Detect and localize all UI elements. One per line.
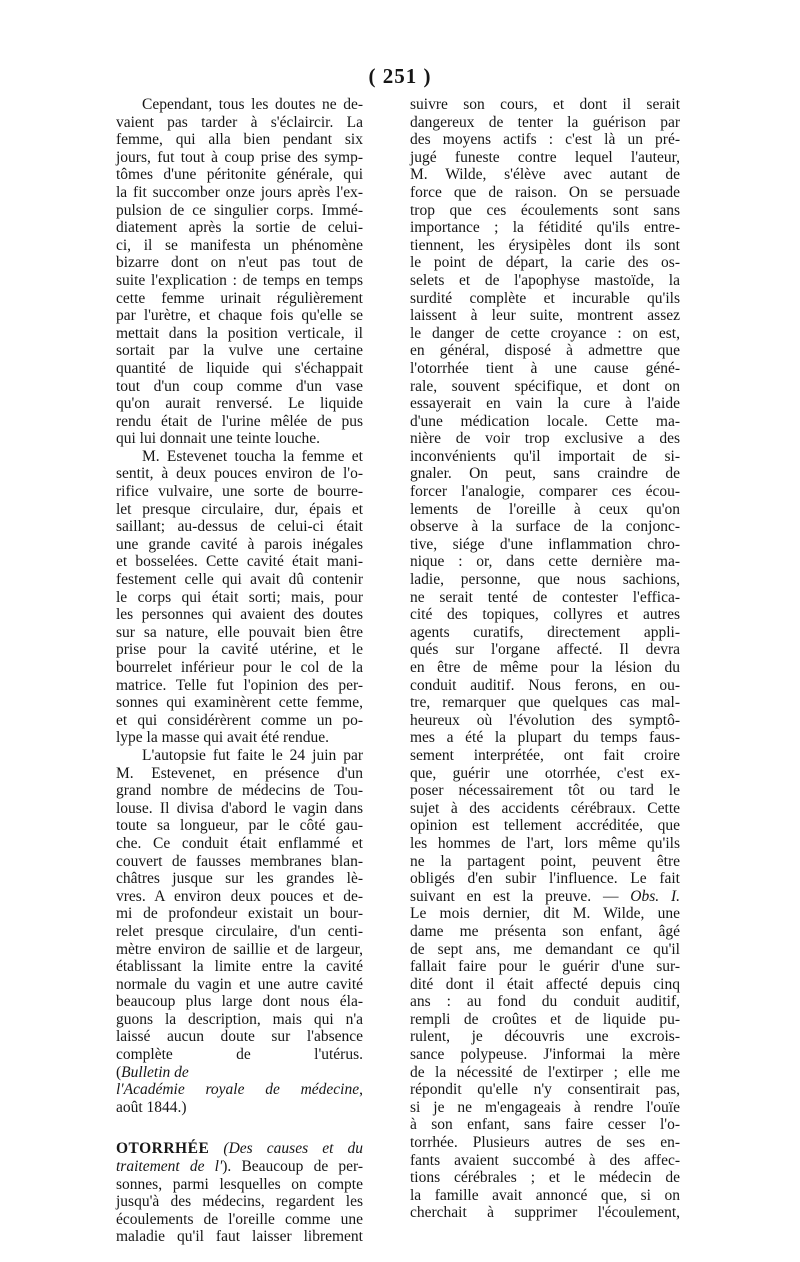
text-line: sur sa nature, elle pouvait bien être (116, 623, 363, 641)
text-line: cherchait à supprimer l'écoulement, (410, 1204, 680, 1222)
text-line: cité des topiques, collyres et autres (410, 606, 680, 624)
right-column (410, 96, 680, 1222)
citation-open: ( (116, 1063, 122, 1081)
text-line: dame me présenta son enfant, âgé (410, 922, 680, 940)
citation-line (116, 1064, 363, 1082)
text-line: le point de départ, la carie des os- (410, 254, 680, 272)
citation-comma: , (359, 1081, 363, 1099)
text-line: diatement après la sortie de celui- (116, 219, 363, 237)
text-line: selets et de l'apophyse mastoïde, la (410, 271, 680, 289)
citation-line (116, 1081, 363, 1099)
text-line: couvert de fausses membranes blan- (116, 852, 363, 870)
text-line: torrhée. Plusieurs autres de ses en- (410, 1134, 680, 1152)
text-line: rendu était de l'urine mêlée de pus (116, 412, 363, 430)
text-line: M. Estevenet, en présence d'un (116, 764, 363, 782)
text-line: rifice vulvaire, une sorte de bourre- (116, 483, 363, 501)
text-line: dangereux de tenter la guérison par (410, 113, 680, 131)
text-line: les personnes qui avaient des doutes (116, 606, 363, 624)
text-line: qui lui donnait une teinte louche. (116, 430, 321, 448)
text-line: le corps qui était sorti; mais, pour (116, 588, 363, 606)
text-line: quantité de liquide qui s'échappait (116, 359, 363, 377)
text-line: inconvénients qu'il importait de si- (410, 447, 680, 465)
text-line: beaucoup plus large dont nous éla- (116, 993, 363, 1011)
text-line: et qui considérèrent comme un po- (116, 711, 363, 729)
text-line: maladie qu'il faut laisser librement (116, 1228, 363, 1246)
text-line: Le mois dernier, dit M. Wilde, une (410, 905, 680, 923)
heading-continuation: ). Beaucoup de per- (222, 1158, 363, 1176)
left-column (116, 96, 363, 1246)
text-line: suite l'explication : de temps en temps (116, 271, 363, 289)
text-line: jugé funeste contre lequel l'auteur, (410, 148, 680, 166)
text-line: laissent à leur suite, montrent assez (410, 307, 680, 325)
text-line: ladie, personne, que nous sachions, (410, 571, 680, 589)
text-line: conduit auditif. Nous ferons, en ou- (410, 676, 680, 694)
text-line: mettait dans la position verticale, il (116, 324, 363, 342)
text-line: louse. Il divisa d'abord le vagin dans (116, 799, 363, 817)
text-line: châtres jusque sur les grandes lè- (116, 870, 363, 888)
text-line: de la nécessité de l'extirper ; elle me (410, 1063, 680, 1081)
observation-lead: suivant en est la preuve. — (410, 887, 619, 905)
text-line: rempli de croûtes et de liquide pu- (410, 1010, 680, 1028)
text-line: sortait par la vulve une certaine (116, 342, 363, 360)
text-line: vres. A environ deux pouces et de- (116, 887, 363, 905)
text-line: sonnes, parmi lesquelles on compte (116, 1175, 363, 1193)
paragraph-otorrhea-intro (116, 1176, 363, 1246)
text-line: tiennent, les érysipèles dont ils sont (410, 236, 680, 254)
text-line: sujet à des accidents cérébraux. Cette (410, 799, 680, 817)
text-line: observe à la surface de la conjonc- (410, 518, 680, 536)
text-line: M. Wilde, s'élève avec autant de (410, 166, 680, 184)
text-line: pulsion de ce singulier corps. Immé- (116, 201, 363, 219)
paragraph-autopsy (116, 747, 363, 1064)
text-line: L'autopsie fut faite le 24 juin par (142, 746, 363, 764)
text-line: complète de l'utérus. (116, 1046, 363, 1064)
text-line: tive, siége d'une inflammation chro- (410, 535, 680, 553)
text-line: ne la partagent point, peuvent être (410, 852, 680, 870)
text-line: tômes d'une péritonite générale, qui (116, 166, 363, 184)
paragraph-observation (410, 905, 680, 1222)
text-line: vaient pas tarder à s'éclaircir. La (116, 113, 363, 131)
text-line: mi de profondeur existait un bour- (116, 905, 363, 923)
text-line: la famille avait annoncé que, si on (410, 1186, 680, 1204)
text-line: et bosselées. Cette cavité était mani- (116, 553, 363, 571)
section-heading-subtitle: traitement de l' (116, 1158, 223, 1176)
text-line: gnaler. On peut, sans craindre de (410, 465, 680, 483)
text-line: répondit qu'elle n'y consentirait pas, (410, 1081, 680, 1099)
text-line: normale du vagin et une autre cavité (116, 975, 363, 993)
text-line: bizarre dont on n'eut pas tout de (116, 254, 363, 272)
text-line: en général, disposé à admettre que (410, 342, 680, 360)
citation-date: août 1844.) (116, 1098, 187, 1116)
text-line: forcer l'analogie, comparer ces écou- (410, 483, 680, 501)
text-line: si je ne m'engageais à rendre l'ouïe (410, 1098, 680, 1116)
text-line: rulent, je découvris une excrois- (410, 1028, 680, 1046)
text-line: écoulements de l'oreille comme une (116, 1210, 363, 1228)
text-line: matrice. Telle fut l'opinion des per- (116, 676, 363, 694)
text-line: femme, qui alla bien pendant six (116, 131, 363, 149)
text-line: à son enfant, sans faire cesser l'o- (410, 1116, 680, 1134)
text-line: let presque circulaire, dur, épais et (116, 500, 363, 518)
text-line: les hommes de l'art, lors même qu'ils (410, 834, 680, 852)
text-line: obligés d'en subir l'influence. Le fait (410, 870, 680, 888)
paragraph-examination (116, 448, 363, 747)
text-line: opinion est tellement accréditée, que (410, 817, 680, 835)
observation-label: Obs. I. (630, 887, 681, 905)
text-line: qu'on aurait renversé. Le liquide (116, 395, 363, 413)
text-line: suivre son cours, et dont il serait (410, 96, 680, 113)
text-line: essayerait en vain la cure à l'aide (410, 395, 680, 413)
text-line: d'une médication locale. Cette ma- (410, 412, 680, 430)
text-line: la fit succomber onze jours après l'ex- (116, 183, 363, 201)
text-line: de sept ans, me demandant ce qu'il (410, 940, 680, 958)
text-line: cette femme urinait régulièrement (116, 289, 363, 307)
text-line: sance polypeuse. J'informai la mère (410, 1046, 680, 1064)
citation-source: Bulletin de (121, 1063, 189, 1081)
text-line: ci, il se manifesta un phénomène (116, 236, 363, 254)
paragraph-peritonitis (116, 96, 363, 448)
text-line: ans : au fond du conduit auditif, (410, 993, 680, 1011)
text-line: fallait faire pour le guérir d'une sur- (410, 958, 680, 976)
observation-line (410, 888, 680, 906)
text-line: ne serait tenté de contester l'effica- (410, 588, 680, 606)
text-line: bourrelet inférieur pour le col de la (116, 659, 363, 676)
text-line: des moyens actifs : c'est là un pré- (410, 131, 680, 149)
section-heading-line (116, 1158, 363, 1176)
text-line: mes a été la plupart du temps faus- (410, 729, 680, 747)
section-heading: OTORRHÉE (116, 1140, 210, 1158)
text-line: laissé aucun doute sur l'absence (116, 1028, 363, 1046)
text-line: heureux où l'évolution des symptô- (410, 711, 680, 729)
text-line: dité dont il était affecté depuis cinq (410, 975, 680, 993)
text-line: rale, souvent spécifique, et dont on (410, 377, 680, 395)
text-line: saillant; au-dessus de celui-ci était (116, 518, 363, 536)
text-line: guons la description, mais qui n'a (116, 1010, 363, 1028)
page-number: ( 251 ) (368, 64, 432, 88)
section-gap (116, 1116, 363, 1140)
paragraph-otorrhea-discussion (410, 96, 680, 888)
text-line: qués sur l'organe affecté. Il devra (410, 641, 680, 659)
section-heading-subtitle: (Des causes et du (223, 1140, 363, 1158)
text-line: prise pour la cavité utérine, et le (116, 641, 363, 659)
text-line: che. Ce conduit était enflammé et (116, 834, 363, 852)
text-line: agents curatifs, directement appli- (410, 623, 680, 641)
text-line: lype la masse qui avait été rendue. (116, 729, 330, 747)
text-line: en être de même pour la lésion du (410, 659, 680, 676)
text-line: surdité complète et incurable qu'ils (410, 289, 680, 307)
text-line: établissant la limite entre la cavité (116, 958, 363, 976)
text-line: Cependant, tous les doutes ne de- (142, 96, 363, 113)
section-heading-line (116, 1140, 363, 1158)
text-line: jours, fut tout à coup prise des symp- (116, 148, 363, 166)
text-line: toute sa longueur, par le côté gau- (116, 817, 363, 835)
text-line: mètre environ de saillie et de largeur, (116, 940, 363, 958)
text-line: par l'urètre, et chaque fois qu'elle se (116, 307, 363, 325)
text-line: nique : or, dans cette dernière ma- (410, 553, 680, 571)
text-line: tout d'un coup comme d'un vase (116, 377, 363, 395)
citation-source: l'Académie royale de médecine (116, 1081, 360, 1099)
text-line: l'otorrhée tient à une cause géné- (410, 359, 680, 377)
text-line: poser nécessairement tôt ou tard le (410, 782, 680, 800)
text-line: jusqu'à des médecins, regardent les (116, 1193, 363, 1211)
text-line: que, guérir une otorrhée, c'est ex- (410, 764, 680, 782)
text-line: une grande cavité à parois inégales (116, 535, 363, 553)
text-line: sement interprétée, ont fait croire (410, 746, 680, 764)
text-line: tre, remarquer que quelques cas mal- (410, 694, 680, 712)
text-line: relet presque circulaire, d'un centi- (116, 922, 363, 940)
text-line: importance ; la fétidité qu'ils entre- (410, 219, 680, 237)
text-line: nière de voir trop exclusive a des (410, 430, 680, 448)
text-line: fants avaient succombé à des affec- (410, 1151, 680, 1169)
text-line: M. Estevenet toucha la femme et (142, 447, 363, 465)
text-line: trop que ces écoulements sont sans (410, 201, 680, 219)
text-line: sentit, à deux pouces environ de l'o- (116, 465, 363, 483)
text-line: force que de raison. On se persuade (410, 183, 680, 201)
text-line: lements de l'oreille à ceux qu'on (410, 500, 680, 518)
text-line: grand nombre de médecins de Tou- (116, 782, 363, 800)
text-line: le danger de cette croyance : on est, (410, 324, 680, 342)
text-line: festement celle qui avait dû contenir (116, 571, 363, 589)
text-line: sonnes qui examinèrent cette femme, (116, 694, 363, 712)
text-line: tions cérébrales ; et le médecin de (410, 1169, 680, 1187)
